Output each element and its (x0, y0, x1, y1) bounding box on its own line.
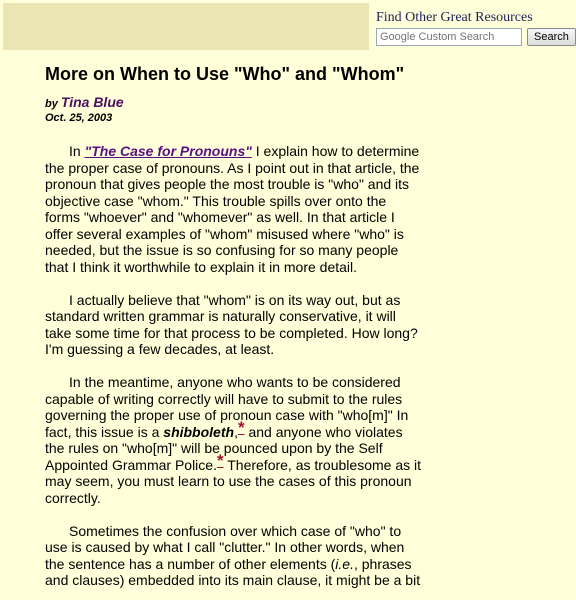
p3-text-2: , (234, 423, 238, 440)
search-input[interactable] (376, 28, 522, 46)
search-heading: Find Other Great Resources (376, 10, 533, 25)
shibboleth-emphasis: shibboleth (163, 423, 235, 440)
paragraph-4 (45, 523, 423, 589)
search-button[interactable]: Search (527, 28, 576, 46)
p1-text-after: I explain how to determine the proper case of pronouns. As I point out in that article, the pronoun that gives people the most trouble is "who" and its objective case "whom." This trouble spills over onto the forms "whoever" and "whomever" as well. In that article I offer several examples of "whom" misused where "who" is needed, but the issue is so confusing for so many people that I think it worthwhile to explain it in more detail. (45, 143, 420, 275)
paragraph-3 (45, 374, 423, 506)
byline (45, 95, 423, 111)
paragraph-2: I actually believe that "whom" is on its way out, but as standard written grammar is naturally conservative, it will take some time for that process to be completed. How long? I'm guessing a few decades, at least. (45, 291, 418, 357)
p3-text-4: Therefore, as troublesome as it may seem, you must learn to use the cases of this pronoun correctly. (45, 456, 421, 506)
author-name: Tina Blue (60, 94, 124, 110)
page-title: More on When to Use "Who" and "Whom" (45, 64, 405, 84)
byline-prefix: by (45, 98, 58, 110)
p3-text-1: In the meantime, anyone who wants to be considered capable of writing correctly will have to submit to the rules governing the proper use of pronoun case with "who[m]" In fact, this issue is a (45, 374, 409, 440)
publish-date: Oct. 25, 2003 (45, 112, 113, 124)
p1-text-before: In (69, 143, 85, 159)
search-row (376, 28, 572, 46)
p4-text-1: Sometimes the confusion over which case of "who" to use is caused by what I call "clutter." In other words, when the sentence has a number of other elements ( (45, 522, 405, 572)
site-search (376, 10, 572, 46)
paragraph-1 (45, 143, 423, 275)
footnote-star-2[interactable]: * (216, 450, 224, 470)
ie-abbreviation: i.e. (335, 555, 354, 572)
p4-text-2: , phrases and clauses) embedded into its main clause, it might be a bit (45, 555, 421, 588)
article (45, 62, 423, 589)
case-for-pronouns-link[interactable]: "The Case for Pronouns" (84, 143, 252, 159)
p3-text-3: and anyone who violates the rules on "who[m]" will be pounced upon by the Self Appointed Grammar Police. (45, 423, 403, 473)
ad-banner (3, 3, 369, 50)
footnote-star-1[interactable]: * (237, 417, 245, 437)
